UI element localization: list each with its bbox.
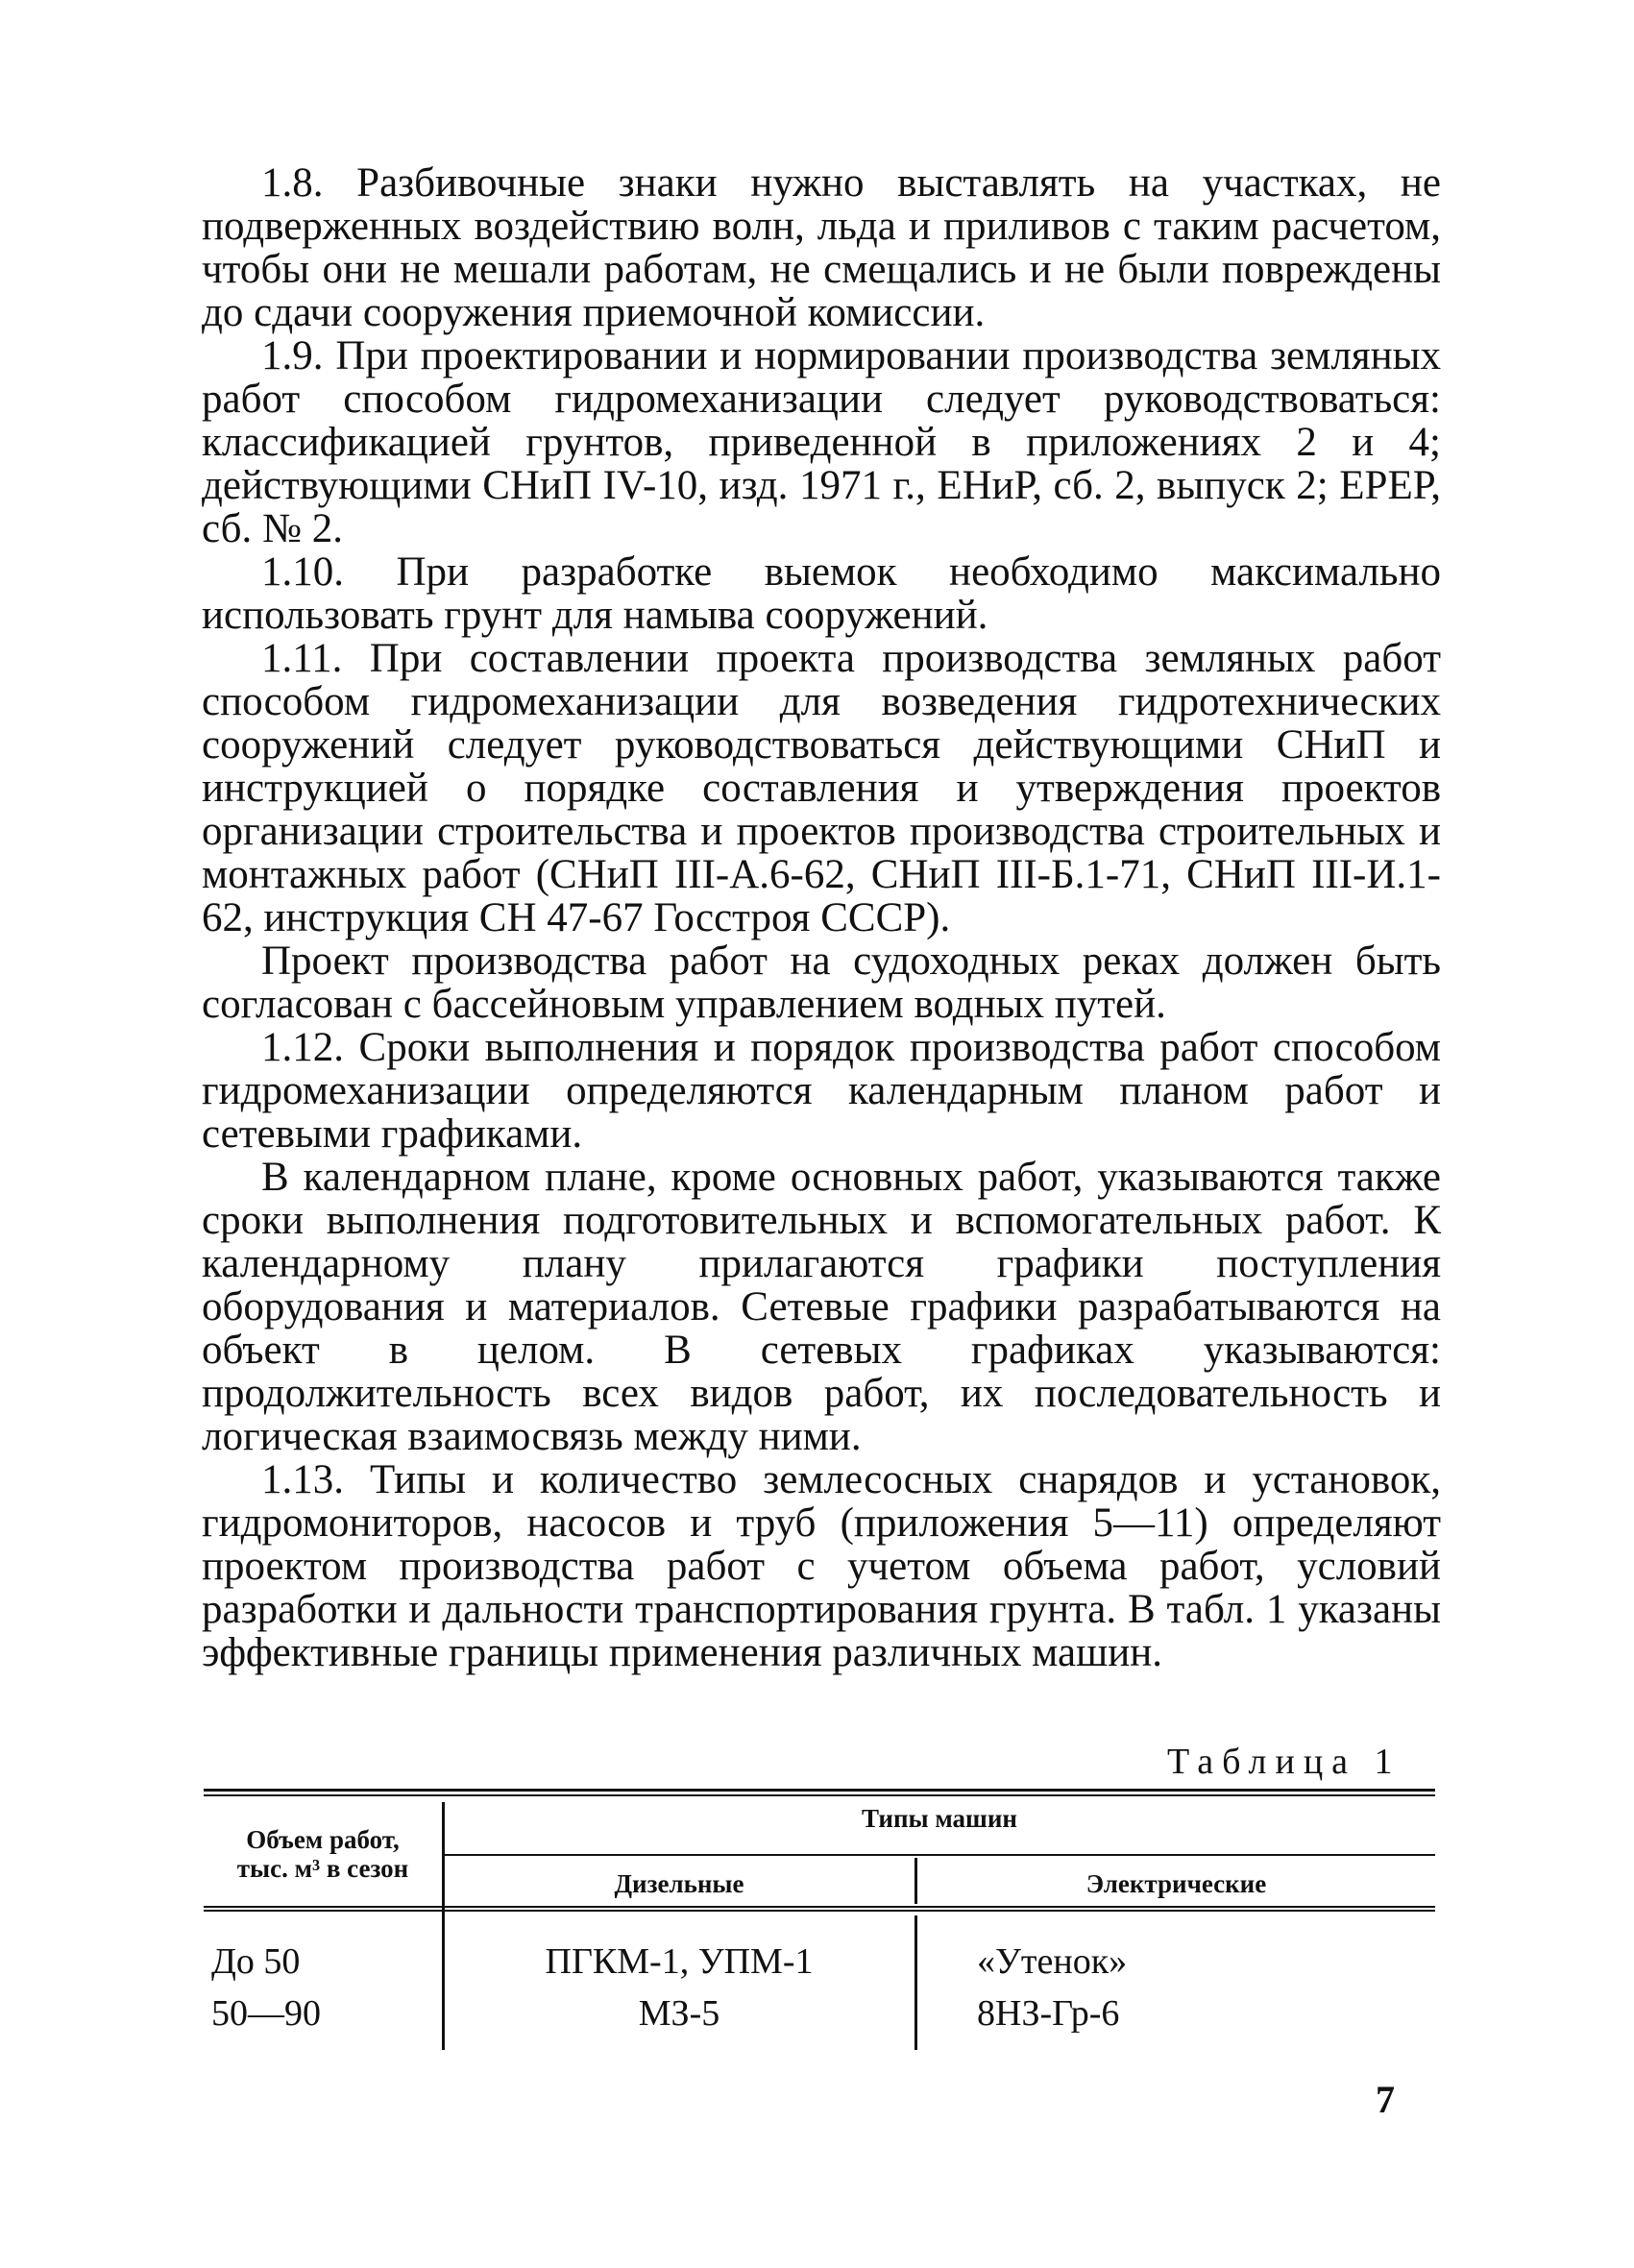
paragraph-1-8: 1.8. Разбивочные знаки нужно выставлять на участках, не подверженных воздействию волн, льда и приливов с таким расчетом, чтобы они не мешали работам, не смещались и не были повреждены до сдачи сооружения приемочной комиссии. [202, 160, 1441, 335]
paragraph-1-11: 1.11. При составлении проекта производства земляных работ способом гидромеханизации для возведения гидротехнических сооружений следует руководствоваться действующими СНиП и инструкцией о порядке составления и утверждения проектов организации строительства и проектов производства строительных и монтажных работ (СНиП III-А.6-62, СНиП III-Б.1-71, СНиП III-И.1-62, инструкция СН 47-67 Госстроя СССР). [202, 636, 1441, 940]
row-2-electric: 8НЗ-Гр-6 [977, 1993, 1120, 2034]
paragraph-1-10: 1.10. При разработке выемок необходимо максимально использовать грунт для намыва сооружений. [202, 549, 1441, 638]
body-text [202, 161, 1441, 1674]
header-electric: Электрические [1085, 1869, 1267, 1898]
header-volume [204, 1825, 442, 1883]
row-1-volume: До 50 [211, 1941, 301, 1982]
table-top-rule-inner [204, 1794, 1435, 1796]
header-diesel: Дизельные [614, 1869, 744, 1898]
header-volume-line1: Объем работ, [246, 1825, 400, 1854]
row-1-diesel: ПГКМ-1, УПМ-1 [545, 1941, 814, 1982]
paragraph-calendar: В календарном плане, кроме основных работ, указываются также сроки выполнения подготовительных и вспомогательных работ. К календарному плану прилагаются графики поступления оборудования и материалов. Сетевые графики разрабатываются на объект в целом. В сетевых графиках указываются: продолжительность всех видов работ, их последовательность и логическая взаимосвязь между ними. [202, 1155, 1441, 1459]
paragraph-1-9: 1.9. При проектировании и нормировании производства земляных работ способом гидромеханизации следует руководствоваться: классификацией грунтов, приведенной в приложениях 2 и 4; действующими СНиП IV-10, изд. 1971 г., ЕНиР, сб. 2, выпуск 2; ЕРЕР, сб. № 2. [202, 333, 1441, 551]
header-bottom-rule-inner [204, 1910, 1435, 1912]
header-machine-types: Типы машин [862, 1804, 1017, 1833]
row-2-diesel: МЗ-5 [638, 1993, 720, 2034]
paragraph-project: Проект производства работ на судоходных реках должен быть согласован с бассейновым управлением водных путей. [202, 939, 1441, 1027]
table-caption: Таблица 1 [1167, 1742, 1402, 1782]
paragraph-1-13: 1.13. Типы и количество землесосных снарядов и установок, гидромониторов, насосов и труб (приложения 5—11) определяют проектом производства работ с учетом объема работ, условий разработки и дальности транспортирования грунта. В табл. 1 указаны эффективные границы применения различных машин. [202, 1457, 1441, 1675]
table-top-rule [204, 1789, 1435, 1792]
machines-table [204, 1789, 1435, 2058]
header-bottom-rule [204, 1906, 1435, 1908]
row-1-electric: «Утенок» [977, 1941, 1128, 1982]
row-2-volume: 50—90 [211, 1993, 321, 2034]
types-header-rule [444, 1854, 1435, 1856]
paragraph-1-12: 1.12. Сроки выполнения и порядок производства работ способом гидромеханизации определяются календарным планом работ и сетевыми графиками. [202, 1025, 1441, 1157]
header-volume-line2: тыс. м³ в сезон [236, 1854, 409, 1883]
page-number: 7 [1376, 2078, 1395, 2121]
column-divider-2-body [915, 1915, 917, 2050]
